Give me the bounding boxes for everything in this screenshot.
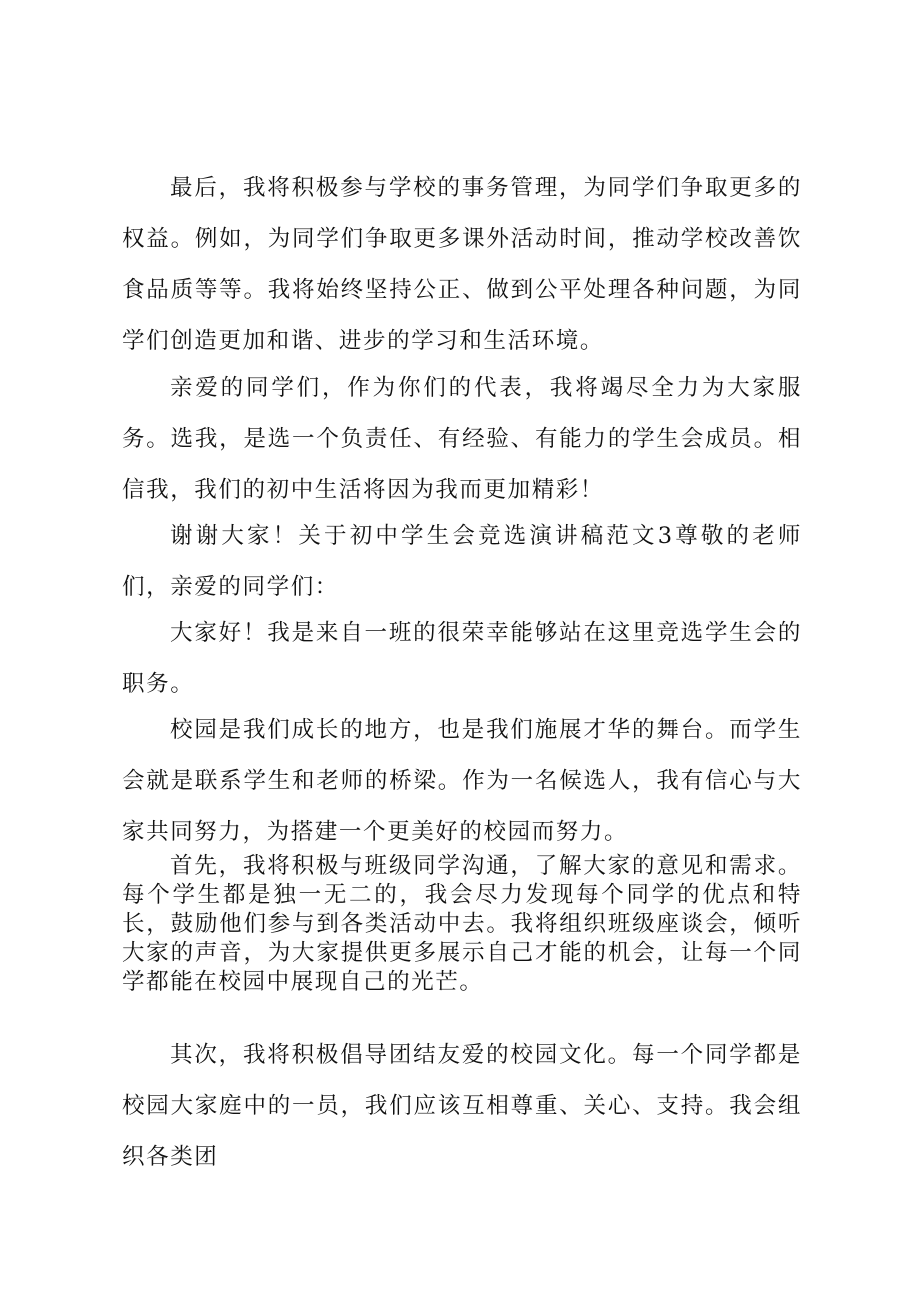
paragraph-appeal: 亲爱的同学们，作为你们的代表，我将竭尽全力为大家服务。选我，是选一个负责任、有经验、有能力的学生会成员。相信我，我们的初中生活将因为我而更加精彩！	[122, 375, 802, 503]
paragraph-campus-vision: 校园是我们成长的地方，也是我们施展才华的舞台。而学生会就是联系学生和老师的桥梁。作为一名候选人，我有信心与大家共同努力，为搭建一个更美好的校园而努力。	[122, 717, 802, 845]
paragraph-final-pledge: 最后，我将积极参与学校的事务管理，为同学们争取更多的权益。例如，为同学们争取更多课外活动时间，推动学校改善饮食品质等等。我将始终坚持公正、做到公平处理各种问题，为同学们创造更加和谐、进步的学习和生活环境。	[122, 175, 802, 354]
paragraph-thanks-and-greeting: 谢谢大家！关于初中学生会竞选演讲稿范文3尊敬的老师们，亲爱的同学们：	[122, 523, 802, 600]
paragraph-introduction: 大家好！我是来自一班的很荣幸能够站在这里竞选学生会的职务。	[122, 620, 802, 697]
paragraph-second-plan: 其次，我将积极倡导团结友爱的校园文化。每一个同学都是校园大家庭中的一员，我们应该互相尊重、关心、支持。我会组织各类团	[122, 1042, 802, 1170]
paragraph-first-plan: 首先，我将积极与班级同学沟通，了解大家的意见和需求。每个学生都是独一无二的，我会尽力发现每个同学的优点和特长，鼓励他们参与到各类活动中去。我将组织班级座谈会，倾听大家的声音，为大家提供更多展示自己才能的机会，让每一个同学都能在校园中展现自己的光芒。	[122, 853, 802, 995]
